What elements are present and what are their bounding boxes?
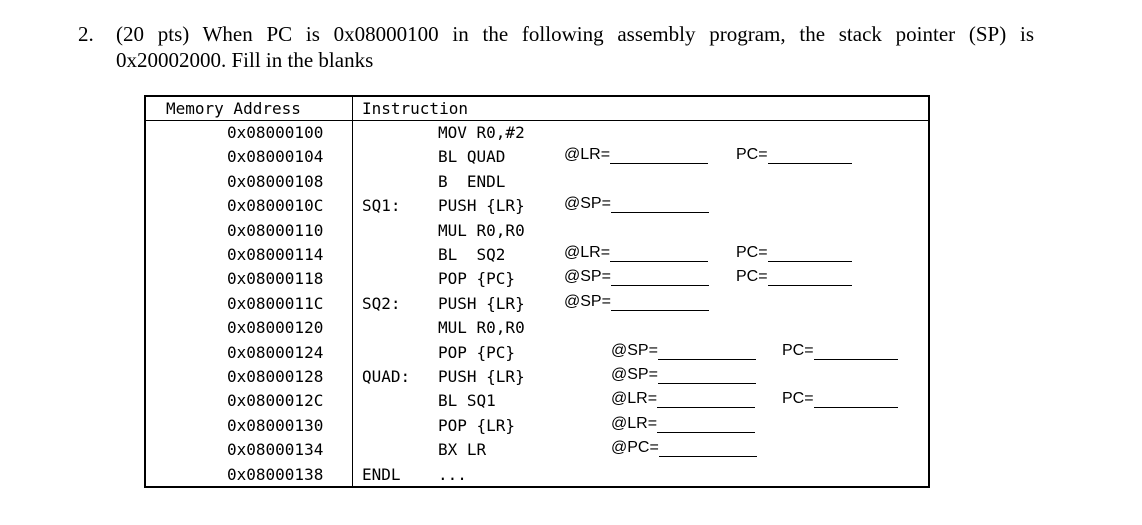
blank-line (610, 147, 708, 164)
table-row (146, 243, 928, 267)
code-label: ENDL (362, 464, 401, 484)
memory-address: 0x08000120 (227, 318, 324, 338)
blank-label: @LR= (564, 244, 611, 261)
instruction: POP {LR} (438, 415, 516, 435)
blank-line (814, 391, 898, 408)
memory-address: 0x0800010C (227, 196, 324, 216)
instruction: POP {PC} (438, 269, 516, 289)
instruction: PUSH {LR} (438, 293, 525, 313)
table-row (146, 170, 928, 194)
table-row (146, 389, 928, 413)
blank-line (611, 196, 709, 213)
blank-label: @SP= (611, 341, 658, 359)
blank-label: PC= (736, 268, 768, 286)
blank-line (768, 147, 852, 164)
fill-blank[interactable] (782, 390, 898, 408)
blank-label: @PC= (611, 439, 659, 457)
blank-label: @LR= (611, 414, 658, 432)
instruction: MUL R0,R0 (438, 220, 525, 240)
header-memory-address: Memory Address (166, 99, 301, 118)
blank-line (658, 367, 756, 384)
memory-address: 0x08000130 (227, 415, 324, 435)
instruction: MUL R0,R0 (438, 318, 525, 338)
blank-label: @LR= (611, 390, 658, 408)
memory-address: 0x08000134 (227, 440, 324, 460)
table-row (146, 463, 928, 487)
table-row (146, 121, 928, 145)
blank-line (657, 391, 755, 408)
instruction: MOV R0,#2 (438, 123, 525, 142)
question-line-1: (20 pts) When PC is 0x08000100 in the following assembly program, the stack pointer (SP) is (116, 22, 1034, 46)
question-number: 2. (78, 22, 94, 46)
code-label: SQ2: (362, 293, 401, 313)
table-row (146, 194, 928, 218)
fill-blank[interactable] (611, 342, 756, 360)
table-row (146, 414, 928, 438)
blank-label: PC= (782, 390, 814, 408)
instruction: BX LR (438, 440, 487, 460)
table-row (146, 219, 928, 243)
blank-label: @LR= (564, 146, 611, 164)
table-row (146, 438, 928, 462)
blank-line (768, 245, 852, 262)
blank-label: @SP= (564, 195, 611, 213)
memory-address: 0x08000110 (227, 220, 324, 240)
question-line-2: 0x20002000. Fill in the blanks (116, 48, 374, 72)
question-text (116, 21, 1046, 73)
blank-line (659, 440, 757, 457)
blank-line (657, 416, 755, 433)
fill-blank[interactable] (564, 268, 709, 286)
table-row (146, 341, 928, 365)
instruction: PUSH {LR} (438, 367, 525, 386)
blank-line (611, 269, 709, 286)
fill-blank[interactable] (611, 390, 755, 408)
fill-blank[interactable] (564, 244, 708, 262)
memory-address: 0x08000128 (227, 367, 324, 386)
instruction: PUSH {LR} (438, 196, 525, 216)
table-row (146, 267, 928, 291)
memory-address: 0x0800012C (227, 391, 324, 411)
fill-blank[interactable] (736, 268, 852, 286)
fill-blank[interactable] (611, 439, 757, 457)
table-row (146, 292, 928, 316)
fill-blank[interactable] (611, 415, 755, 433)
fill-blank[interactable] (611, 366, 756, 384)
memory-address: 0x08000118 (227, 269, 324, 289)
code-label: SQ1: (362, 196, 401, 216)
fill-blank[interactable] (736, 244, 852, 262)
instruction: BL SQ2 (438, 245, 506, 264)
blank-label: PC= (782, 341, 814, 359)
blank-label: PC= (736, 146, 768, 164)
fill-blank[interactable] (564, 293, 709, 311)
memory-address: 0x08000138 (227, 464, 324, 484)
blank-label: @SP= (611, 366, 658, 383)
table-row (146, 316, 928, 340)
instruction: ... (438, 464, 467, 484)
blank-label: @SP= (564, 268, 611, 286)
header-instruction: Instruction (362, 99, 468, 118)
assembly-table (144, 95, 930, 488)
instruction: BL SQ1 (438, 391, 496, 411)
memory-address: 0x08000104 (227, 147, 324, 167)
memory-address: 0x08000108 (227, 171, 324, 191)
memory-address: 0x08000124 (227, 342, 324, 362)
blank-line (610, 245, 708, 262)
blank-label: PC= (736, 244, 768, 261)
instruction: POP {PC} (438, 342, 516, 362)
code-label: QUAD: (362, 367, 411, 386)
fill-blank[interactable] (736, 146, 852, 164)
blank-line (768, 269, 852, 286)
memory-address: 0x0800011C (227, 293, 324, 313)
memory-address: 0x08000114 (227, 245, 324, 264)
memory-address: 0x08000100 (227, 123, 324, 142)
blank-line (611, 294, 709, 311)
blank-line (658, 343, 756, 360)
fill-blank[interactable] (782, 342, 898, 360)
table-row (146, 365, 928, 389)
blank-line (814, 343, 898, 360)
instruction: B ENDL (438, 171, 506, 191)
instruction: BL QUAD (438, 147, 506, 167)
fill-blank[interactable] (564, 195, 709, 213)
table-header (146, 97, 928, 121)
blank-label: @SP= (564, 292, 611, 310)
fill-blank[interactable] (564, 146, 708, 164)
table-row (146, 145, 928, 169)
